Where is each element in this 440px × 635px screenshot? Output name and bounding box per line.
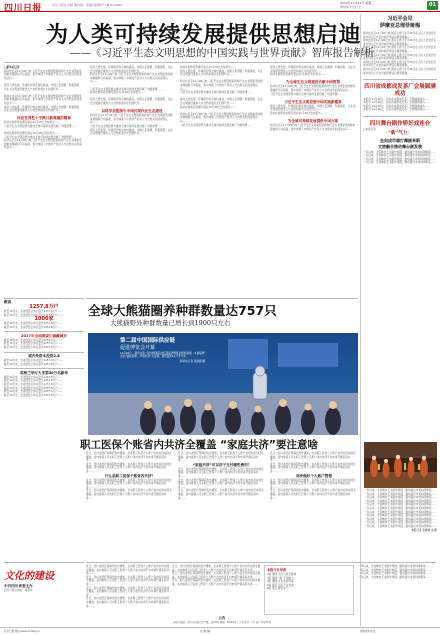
news-title[interactable]: 萨摩亚总理菲娅梅 — [379, 22, 420, 29]
notice-body: 本报社地址：四川省成都市红星路二段70号 邮编：610012 广告许可证：川工商广字第01号 — [172, 621, 271, 624]
section-heading: 什么是职工医保个账省内共济？ — [104, 473, 156, 478]
lead-paragraph: 习近平生态文明思想为推动全球可持续发展贡献了中国智慧…… — [4, 135, 77, 139]
lead-column-1 — [4, 66, 84, 150]
pension-column-3: 近日，四川省医疗保障局发布通知，全省职工医保个人账户省内共济实现全覆盖。省内参保人可在职工医保个人账户省内共济平台申请开通家庭共济…… 近日，四川省医疗保障局发布通知，全省职工医保个人账户省内共济实现全覆盖。省内参保人可在职工医保个人账户省内共济平台申请开通家庭共济…… 同步做好个人账户管理 近日，四川省医疗保障局发布通知，全省职工医保个人账户省内共济实现全覆盖。省内参保人可在职工医保个人账户省内共济平台申请开通家庭共济…… 近日，四川省医疗保障局发布通知，全省职工医保个人账户省内共济实现全覆盖。省内参保人可在职工医保个人账户省内共济平台申请开通家庭共济…… — [270, 452, 358, 500]
pension-headline[interactable]: 职工医保个账省内共济全覆盖 “家庭共济”要注意啥 — [80, 439, 318, 451]
footer — [0, 627, 440, 635]
footer-website[interactable]: 四川日报网站 www.scdaily.cn — [4, 630, 40, 633]
notice-title: 公告 — [218, 616, 226, 620]
lead-paragraph: 新华社智库报告撰写组在11月26日发布报告…… — [4, 132, 60, 136]
toc-item[interactable]: 4版 要闻 优化营商环境 — [267, 580, 294, 584]
section-heading: 以科学思想指引中国式现代化生态建设 — [101, 109, 163, 114]
news-title[interactable]: 境内外资本投资2.8 — [28, 354, 60, 359]
table-of-contents — [264, 565, 354, 615]
stage-photo — [364, 442, 437, 488]
column-divider — [360, 14, 361, 626]
news-title[interactable]: 四川舞台剧作矫好戏连台 — [369, 120, 431, 127]
lead-paragraph: 新华社北京11月26日电 习近平生态文明思想是新时代生态文明建设的根本遵循和行动指南，集中体现了中国共产党对人与自然关系的深刻认识…… — [4, 94, 82, 105]
section-heading: “家庭共济”可以用于支付哪些费用？ — [192, 462, 252, 467]
deck: 文旅融合推动舞台剧发展 — [378, 144, 422, 150]
toc-title: 本报今日导读 — [267, 568, 287, 572]
section-heading: 回应世界性十字路口新课题的精神 — [17, 116, 71, 121]
divider — [363, 116, 437, 117]
section-heading: 数读 — [4, 300, 12, 304]
news-body: 新华社北京11月26日电 国家主席习近平26日在人民大会堂会见来华进行正式访问的萨摩亚总理菲娅梅…… — [363, 32, 436, 39]
panda-headline[interactable]: 全球大熊猫圈养种群数量达757只 — [88, 303, 277, 318]
lead-column-4: 面对人类发展、环境保护等全球性挑战，中国立足国情，积极探索，以生态文明建设推进人与自然和谐共生的现代化…… 新华社智库报告撰写组在11月26日发布报告…… 为全球生态文明建设贡献中国智慧 新华社北京11月26日电 习近平生态文明思想是新时代生态文明建设的根本遵循和行动指南，集中体现了中国共产党对人与自然关系的深刻认识…… 习近平生态文明思想为推动全球可持续发展贡献了中国智慧…… 习近平生态文明思想中国实践新篇章 面对人类发展、环境保护等全球性挑战，中国立足国情，积极探索，以生态文明建设推进人与自然和谐共生的现代化…… 新华社智库报告撰写组在11月26日发布报告…… 为全球可持续发展提供中国方案 新华社北京11月26日电 习近平生态文明思想是新时代生态文明建设的根本遵循和行动指南，集中体现了中国共产党对人与自然关系的深刻认识…… — [270, 66, 356, 131]
photo-caption: 11月26日，观众在第二届中国国际供应链促进博览会现场参观。本届链博会以“链接世界，共创未来”为主题，展览面积12万平方米。 — [120, 351, 205, 359]
photo-caption: 一年以来，全省舞台艺术新作频现，剧场演出市场持续繁荣…… 一年以来，全省舞台艺术新作频现，剧场演出市场持续繁荣…… 一年以来，全省舞台艺术新作频现，剧场演出市场持续繁荣…… 一年以来，全省舞台艺术新作频现，剧场演出市场持续繁荣…… 一年以来，全省舞台艺术新作频现，剧场演出市场持续繁荣…… 一年以来，全省舞台艺术新作频现，剧场演出市场持续繁荣…… 一年以来，全省舞台艺术新作频现，剧场演出市场持续繁荣…… 一年以来，全省舞台艺术新作频现，剧场演出市场持续繁荣…… 一年以来，全省舞台艺术新作频现，剧场演出市场持续繁荣…… 一年以来，全省舞台艺术新作频现，剧场演出市场持续繁荣…… 一年以来，全省舞台艺术新作频现，剧场演出市场持续繁荣…… 本报记者 张晓婷 文/图 — [364, 489, 437, 532]
toc-item[interactable]: 2版 要闻 四川日报全媒体 — [267, 573, 297, 576]
right-column: 习近平会见 萨摩亚总理菲娅梅 新华社北京11月26日电 国家主席习近平26日在人民大会堂会见来华进行正式访问的萨摩亚总理菲娅梅…… 新华社北京11月26日电 国家主席习近平26日在人民大会堂会见来华进行正式访问的萨摩亚总理菲娅梅…… 新华社北京11月26日电 国家主席习近平26日在人民大会堂会见来华进行正式访问的萨摩亚总理菲娅梅…… 新华社北京11月26日电 国家主席习近平26日在人民大会堂会见来华进行正式访问的萨摩亚总理菲娅梅…… 新华社北京11月26日电 国家主席习近平26日在人民大会堂会见来华进行正式访问的萨摩亚总理菲娅梅…… 新华社北京11月26日电 国家主席习近平26日在人民大会堂会见来华进行正式访问的萨摩亚总理菲娅梅…… 四川省成都成发茶厂会展圆满成功 本报讯 11月26日，四川省成都成发茶厂会展圆满成功…… 本报讯 11月26日，四川省成都成发茶厂会展圆满成功…… 本报讯 11月26日，四川省成都成发茶厂会展圆满成功…… 本报讯 11月26日，四川省成都成发茶厂会展圆满成功…… 四川舞台剧作矫好戏连台 □本报记者 “新”气力： 坐向成市器打舞剧来新 文旅融合推动舞台剧发展 一年以来，全省舞台艺术新作频现，剧场演出市场持续繁荣…… 一年以来，全省舞台艺术新作频现，剧场演出市场持续繁荣…… 一年以来，全省舞台艺术新作频现，剧场演出市场持续繁荣…… 一年以来，全省舞台艺术新作频现，剧场演出市场持续繁荣…… — [363, 16, 436, 165]
lead-paragraph: 面对人类发展、环境保护等全球性挑战，中国立足国情，积极探索，以生态文明建设推进人与自然和谐共生的现代化…… — [4, 105, 82, 113]
news-title[interactable]: 2027年全面探索川渝藏城乡 — [21, 333, 67, 338]
page-number-badge: 01 — [427, 1, 438, 10]
bottom-column-2: 近日，四川省医疗保障局发布通知，全省职工医保个人账户省内共济实现全覆盖。省内参保人可在职工医保个人账户省内共济平台申请开通家庭共济…… 近日，四川省医疗保障局发布通知，全省职工医保个人账户省内共济实现全覆盖。省内参保人可在职工医保个人账户省内共济平台申请开通家庭共济…… 近日，四川省医疗保障局发布通知，全省职工医保个人账户省内共济实现全覆盖。省内参保人可在职工医保个人账户省内共济平台申请开通家庭共济…… — [172, 565, 261, 586]
stat-value: 1000家 — [34, 316, 54, 323]
brand-sub: 中共四川省委主办 — [4, 584, 33, 588]
photo-subtitle: 促进博览会开幕 — [120, 345, 156, 351]
divider — [363, 79, 437, 80]
toc-item[interactable]: 6版 观点 理论学习 — [267, 587, 289, 591]
divider — [86, 298, 358, 299]
bottom-column-1: 近日，四川省医疗保障局发布通知，全省职工医保个人账户省内共济实现全覆盖。省内参保人可在职工医保个人账户省内共济平台申请开通家庭共济…… 近日，四川省医疗保障局发布通知，全省职工医保个人账户省内共济实现全覆盖。省内参保人可在职工医保个人账户省内共济平台申请开通家庭共济…… 近日，四川省医疗保障局发布通知，全省职工医保个人账户省内共济实现全覆盖。省内参保人可在职工医保个人账户省内共济平台申请开通家庭共济…… 近日，四川省医疗保障局发布通知，全省职工医保个人账户省内共济实现全覆盖。省内参保人可在职工医保个人账户省内共济平台申请开通家庭共济…… — [86, 565, 169, 608]
news-title[interactable]: 英格兰举行大学第30万名新华 — [19, 370, 69, 375]
section-heading: 为全球生态文明建设贡献中国智慧 — [286, 80, 340, 85]
masthead-info: 四川日报社出版 国内统一连续出版物号 CN 51-0001 — [52, 3, 123, 7]
toc-item[interactable]: 5版 经济 四川产业发展 — [267, 583, 294, 587]
lead-paragraph: 习近平生态文明思想为推动全球可持续发展贡献了中国智慧…… — [4, 124, 77, 128]
lead-column-2: 面对人类发展、环境保护等全球性挑战，中国立足国情，积极探索，以生态文明建设推进人与自然和谐共生的现代化…… 新华社北京11月26日电 习近平生态文明思想是新时代生态文明建设的根本遵循和行动指南，集中体现了中国共产党对人与自然关系的深刻认识…… 习近平生态文明思想为推动全球可持续发展贡献了中国智慧…… 新华社智库报告撰写组在11月26日发布报告…… 面对人类发展、环境保护等全球性挑战，中国立足国情，积极探索，以生态文明建设推进人与自然和谐共生的现代化…… 以科学思想指引中国式现代化生态建设 新华社北京11月26日电 习近平生态文明思想是新时代生态文明建设的根本遵循和行动指南，集中体现了中国共产党对人与自然关系的深刻认识…… 习近平生态文明思想为推动全球可持续发展贡献了中国智慧…… 面对人类发展、环境保护等全球性挑战，中国立足国情，积极探索，以生态文明建设推进人与自然和谐共生的现代化…… — [90, 66, 173, 136]
lead-paragraph: 新华社北京11月26日电 习近平生态文明思想是新时代生态文明建设的根本遵循和行动指南，集中体现了中国共产党对人与自然关系的深刻认识…… — [4, 139, 82, 150]
divider — [4, 62, 354, 63]
section-heading: 习近平生态文明思想中国实践新篇章 — [284, 99, 342, 104]
footer-contact: 国际联系电话 — [360, 630, 376, 633]
brand-box — [4, 567, 74, 617]
lead-paragraph: 新华社智库报告撰写组在11月26日发布报告…… — [4, 121, 60, 125]
section-heading: 同步做好个人账户管理 — [296, 473, 332, 478]
photo-overlay — [120, 338, 205, 363]
brand-issue: 四川日报社地址：成都市 — [4, 589, 33, 592]
pension-column-2: 近日，四川省医疗保障局发布通知，全省职工医保个人账户省内共济实现全覆盖。省内参保人可在职工医保个人账户省内共济平台申请开通家庭共济…… “家庭共济”可以用于支付哪些费用？ 近日，四川省医疗保障局发布通知，全省职工医保个人账户省内共济实现全覆盖。省内参保人可在职工医保个人账户省内共济平台申请开通家庭共济…… 近日，四川省医疗保障局发布通知，全省职工医保个人账户省内共济实现全覆盖。省内参保人可在职工医保个人账户省内共济平台申请开通家庭共济…… 近日，四川省医疗保障局发布通知，全省职工医保个人账户省内共济实现全覆盖。省内参保人可在职工医保个人账户省内共济平台申请开通家庭共济…… — [178, 452, 266, 500]
bottom-column-right: 一年以来，全省舞台艺术新作频现，剧场演出市场持续繁荣…… 一年以来，全省舞台艺术新作频现，剧场演出市场持续繁荣…… 一年以来，全省舞台艺术新作频现，剧场演出市场持续繁荣…… 一年以来，全省舞台艺术新作频现，剧场演出市场持续繁荣…… — [358, 565, 431, 579]
notice-box — [86, 616, 358, 625]
byline: □新华社记者 — [4, 66, 20, 69]
toc-item[interactable]: 3版 要闻 “新”手段助力 — [267, 576, 294, 580]
masthead-date: 2024年11月27日 星期三 甲辰年十月廿七 — [340, 1, 375, 9]
left-column: 数读 1257.8万户 截至10月末，全省经营主体总量达1257.8万户…… 截至10月末，全省经营主体总量达1257.8万户…… 1000家 截至10月末，全省经营主体总量达1257.8万户…… 截至10月末，全省经营主体总量达1257.8万户…… 2027年全面探索川渝藏城乡 截至10月末，全省经营主体总量达1257.8万户…… 截至10月末，全省经营主体总量达1257.8万户…… 截至10月末，全省经营主体总量达1257.8万户…… 境内外资本投资2.8 截至10月末，全省经营主体总量达1257.8万户…… 截至10月末，全省经营主体总量达1257.8万户…… 英格兰举行大学第30万名新华 截至10月末，全省经营主体总量达1257.8万户…… 截至10月末，全省经营主体总量达1257.8万户…… 截至10月末，全省经营主体总量达1257.8万户…… 截至10月末，全省经营主体总量达1257.8万户…… 截至10月末，全省经营主体总量达1257.8万户…… 截至10月末，全省经营主体总量达1257.8万户…… — [4, 300, 84, 397]
lead-column-3: 新华社智库报告撰写组在11月26日发布报告…… 面对人类发展、环境保护等全球性挑战，中国立足国情，积极探索，以生态文明建设推进人与自然和谐共生的现代化…… 新华社北京11月26日电 习近平生态文明思想是新时代生态文明建设的根本遵循和行动指南，集中体现了中国共产党对人与自然关系的深刻认识…… 习近平生态文明思想为推动全球可持续发展贡献了中国智慧…… 面对人类发展、环境保护等全球性挑战，中国立足国情，积极探索，以生态文明建设推进人与自然和谐共生的现代化…… 新华社智库报告撰写组在11月26日发布报告…… 新华社北京11月26日电 习近平生态文明思想是新时代生态文明建设的根本遵循和行动指南，集中体现了中国共产党对人与自然关系的深刻认识…… 习近平生态文明思想为推动全球可持续发展贡献了中国智慧…… — [180, 66, 263, 127]
news-title[interactable]: 习近平会见 — [387, 16, 413, 22]
stat-value: 1257.8万户 — [29, 304, 59, 310]
photo-credit: 本报记者 张晓婷 文/图 — [411, 528, 437, 532]
lead-subhead: ——《习近平生态文明思想的中国实践与世界贡献》智库报告解析 — [70, 47, 375, 59]
news-title[interactable]: 四川省成都成发茶厂会展圆满成功 — [364, 83, 436, 97]
newspaper-logo: 四川日报 — [4, 4, 43, 14]
divider — [4, 298, 84, 299]
news-body: 一年以来，全省舞台艺术新作频现，剧场演出市场持续繁荣…… — [363, 150, 436, 154]
section-heading: 为全球可持续发展提供中国方案 — [287, 119, 339, 124]
brand-logo: 文化的建设 — [4, 571, 54, 582]
lead-headline[interactable]: 为人类可持续发展提供思想启迪 — [46, 23, 362, 48]
footer-submit[interactable]: 在线投稿 — [200, 630, 211, 633]
pension-column-1: 近日，四川省医疗保障局发布通知，全省职工医保个人账户省内共济实现全覆盖。省内参保人可在职工医保个人账户省内共济平台申请开通家庭共济…… 近日，四川省医疗保障局发布通知，全省职工医保个人账户省内共济实现全覆盖。省内参保人可在职工医保个人账户省内共济平台申请开通家庭共济…… 什么是职工医保个账省内共济？ 近日，四川省医疗保障局发布通知，全省职工医保个人账户省内共济实现全覆盖。省内参保人可在职工医保个人账户省内共济平台申请开通家庭共济…… 近日，四川省医疗保障局发布通知，全省职工医保个人账户省内共济实现全覆盖。省内参保人可在职工医保个人账户省内共济平台申请开通家庭共济…… — [86, 452, 174, 500]
news-body: 本报讯 11月26日，四川省成都成发茶厂会展圆满成功…… — [363, 97, 431, 101]
deck: 坐向成市器打舞剧来新 — [380, 137, 420, 143]
photo-credit: 新华社记者 张晨霖 摄 — [180, 359, 205, 363]
panda-subhead: 大熊猫野外种群数量已增长到1900只左右 — [110, 319, 231, 327]
byline: □本报记者 — [363, 127, 376, 131]
masthead — [0, 0, 440, 12]
photo-title: 第二届中国国际供应链 — [120, 338, 176, 344]
deck: “新”气力： — [388, 131, 412, 137]
lead-paragraph: 新华社北京11月26日电 习近平生态文明思想是新时代生态文明建设的根本遵循和行动指南，集中体现了中国共产党对人与自然关系的深刻认识…… — [4, 69, 82, 80]
lead-paragraph: 面对人类发展、环境保护等全球性挑战，中国立足国情，积极探索，以生态文明建设推进人与自然和谐共生的现代化…… — [4, 83, 82, 91]
